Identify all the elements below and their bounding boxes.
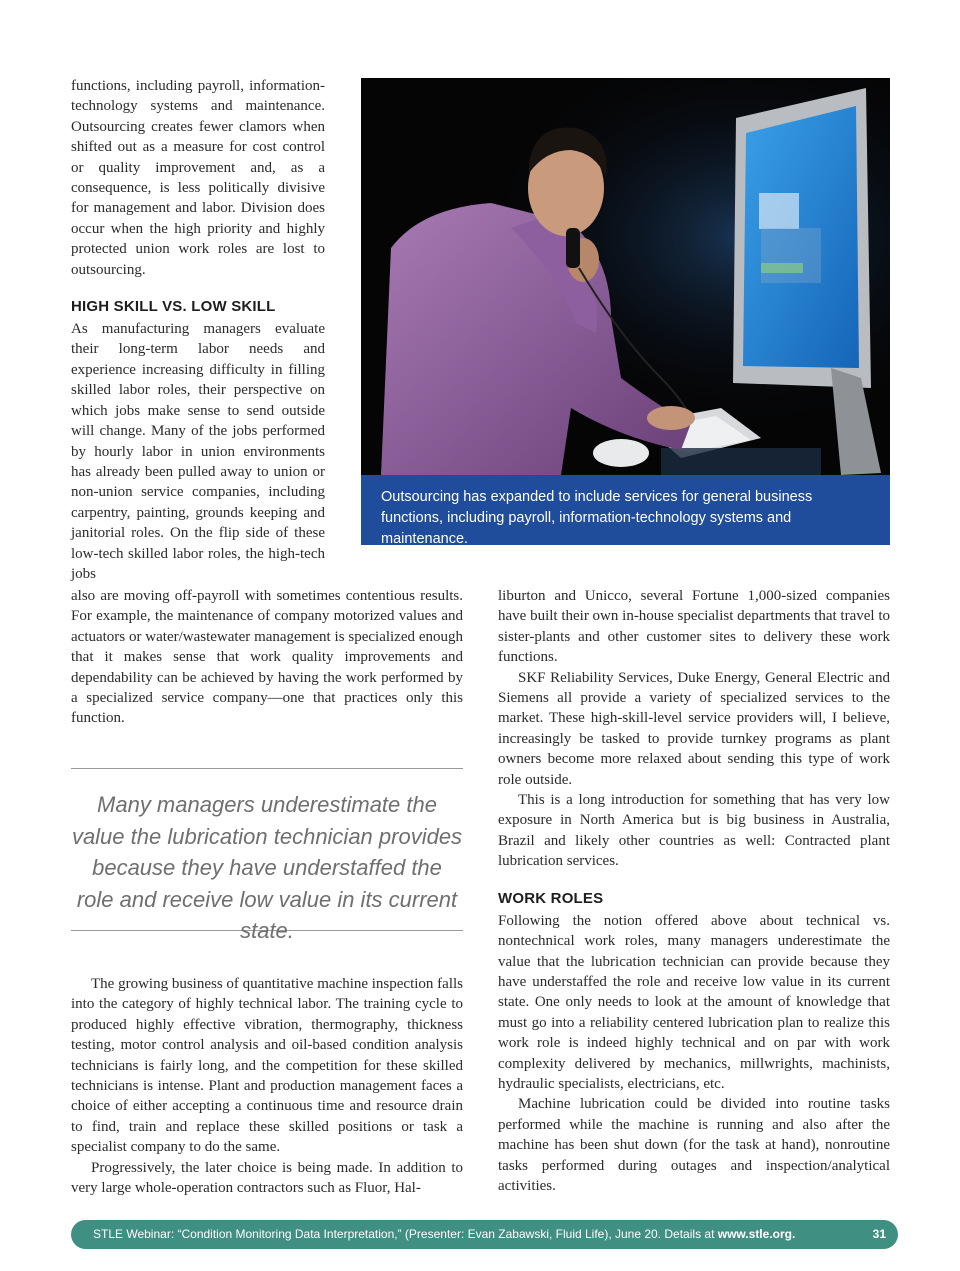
skill-paragraph-bottom: also are moving off-payroll with sometimes contentious results. For example, the maintenance of company motorized values and actuators or water/wastewater management is specialized enough that it makes sense that work quality improvements and dependability can be achieved by having the work performed by a specialized service company—one that practices only this function. bbox=[71, 588, 463, 727]
skill-paragraph-top: As manufacturing managers evaluate their long-term labor needs and experience increasing difficulty in filling skilled labor roles, their perspective on which jobs make sense to send outside will change. Many of the jobs performed by hourly labor in union environments has already been pulled away to union or non-union service companies, including carpentry, painting, grounds keeping and janitorial roles. On the flip side of these low-tech skilled labor roles, the high-tech jobs bbox=[71, 321, 325, 582]
skf-paragraph: SKF Reliability Services, Duke Energy, General Electric and Siemens all provide a variety of specialized services to the market. These high-skill-level service providers will, I believe, increasingly be tasked to provide turnkey programs as plant owners become more relaxed about sending this type of work role outside. bbox=[498, 669, 890, 788]
right-column bbox=[498, 586, 890, 1196]
introduction-paragraph: This is a long introduction for something that has very low exposure in North America but is big business in Australia, Brazil and likely other countries as well: Contracted plant lubrication services. bbox=[498, 792, 890, 870]
photo-illustration bbox=[361, 78, 890, 475]
intro-paragraph: functions, including payroll, information-technology systems and maintenance. Outsourcing creates fewer clamors when shifted out as a measure for cost control or quality improvement and, as a consequence, is less politically divisive for management and labor. Division does occur when the high priority and highly protected union work roles are lost to outsourcing. bbox=[71, 78, 325, 278]
article-photo bbox=[361, 78, 890, 475]
progressively-paragraph: Progressively, the later choice is being made. In addition to very large whole-operation contractors such as Fluor, Hal- bbox=[71, 1159, 463, 1197]
photo-caption: Outsourcing has expanded to include services for general business functions, including payroll, information-technology systems and maintenance. bbox=[361, 475, 890, 545]
left-bottom-column bbox=[71, 974, 463, 1198]
left-top-column bbox=[71, 76, 325, 584]
left-mid-column bbox=[71, 586, 463, 729]
pull-quote: Many managers underestimate the value the lubrication technician provides because they have understaffed the role and receive low value in its current state. bbox=[71, 768, 463, 931]
footer-link[interactable]: www.stle.org. bbox=[717, 1227, 796, 1241]
lubrication-paragraph: Machine lubrication could be divided into routine tasks performed while the machine is running and also after the machine has been shut down (for the task at hand), nonroutine tasks performed during outages and inspection/analytical activities. bbox=[498, 1096, 890, 1194]
footer-text: STLE Webinar: “Condition Monitoring Data Interpretation,” (Presenter: Evan Zabawski, Fluid Life), June 20. Details at bbox=[93, 1227, 718, 1241]
work-roles-paragraph: Following the notion offered above about technical vs. nontechnical work roles, many managers underestimate the value that the lubrication technician can provide because they have understaffed the role and receive low value in its current state. One only needs to look at the amount of knowledge that must go into a reliability centered lubrication plan to realize this work role is indeed highly technical and on par with work complexity delivered by mechanics, millwrights, machinists, hydraulic specialists, electricians, etc. bbox=[498, 912, 890, 1092]
section-heading-work-roles: WORK ROLES bbox=[498, 889, 604, 907]
inspection-paragraph: The growing business of quantitative machine inspection falls into the category of highly technical labor. The training cycle to produced highly effective vibration, thermography, thickness testing, motor control analysis and oil-based condition analysis technicians is fairly long, and the competition for these skilled technicians is intense. Plant and production management faces a choice of either accepting a continuous time and resource drain to find, train and replace these skilled positions or task a specialist company to do the same. bbox=[71, 976, 463, 1156]
footer-bar bbox=[71, 1220, 898, 1249]
halliburton-paragraph: liburton and Unicco, several Fortune 1,000-sized companies have built their own in-house specialist departments that travel to sister-plants and other customer sites to delivery these work functions. bbox=[498, 588, 890, 666]
page-number: 31 bbox=[872, 1227, 886, 1241]
section-heading-skill: HIGH SKILL VS. LOW SKILL bbox=[71, 298, 276, 316]
